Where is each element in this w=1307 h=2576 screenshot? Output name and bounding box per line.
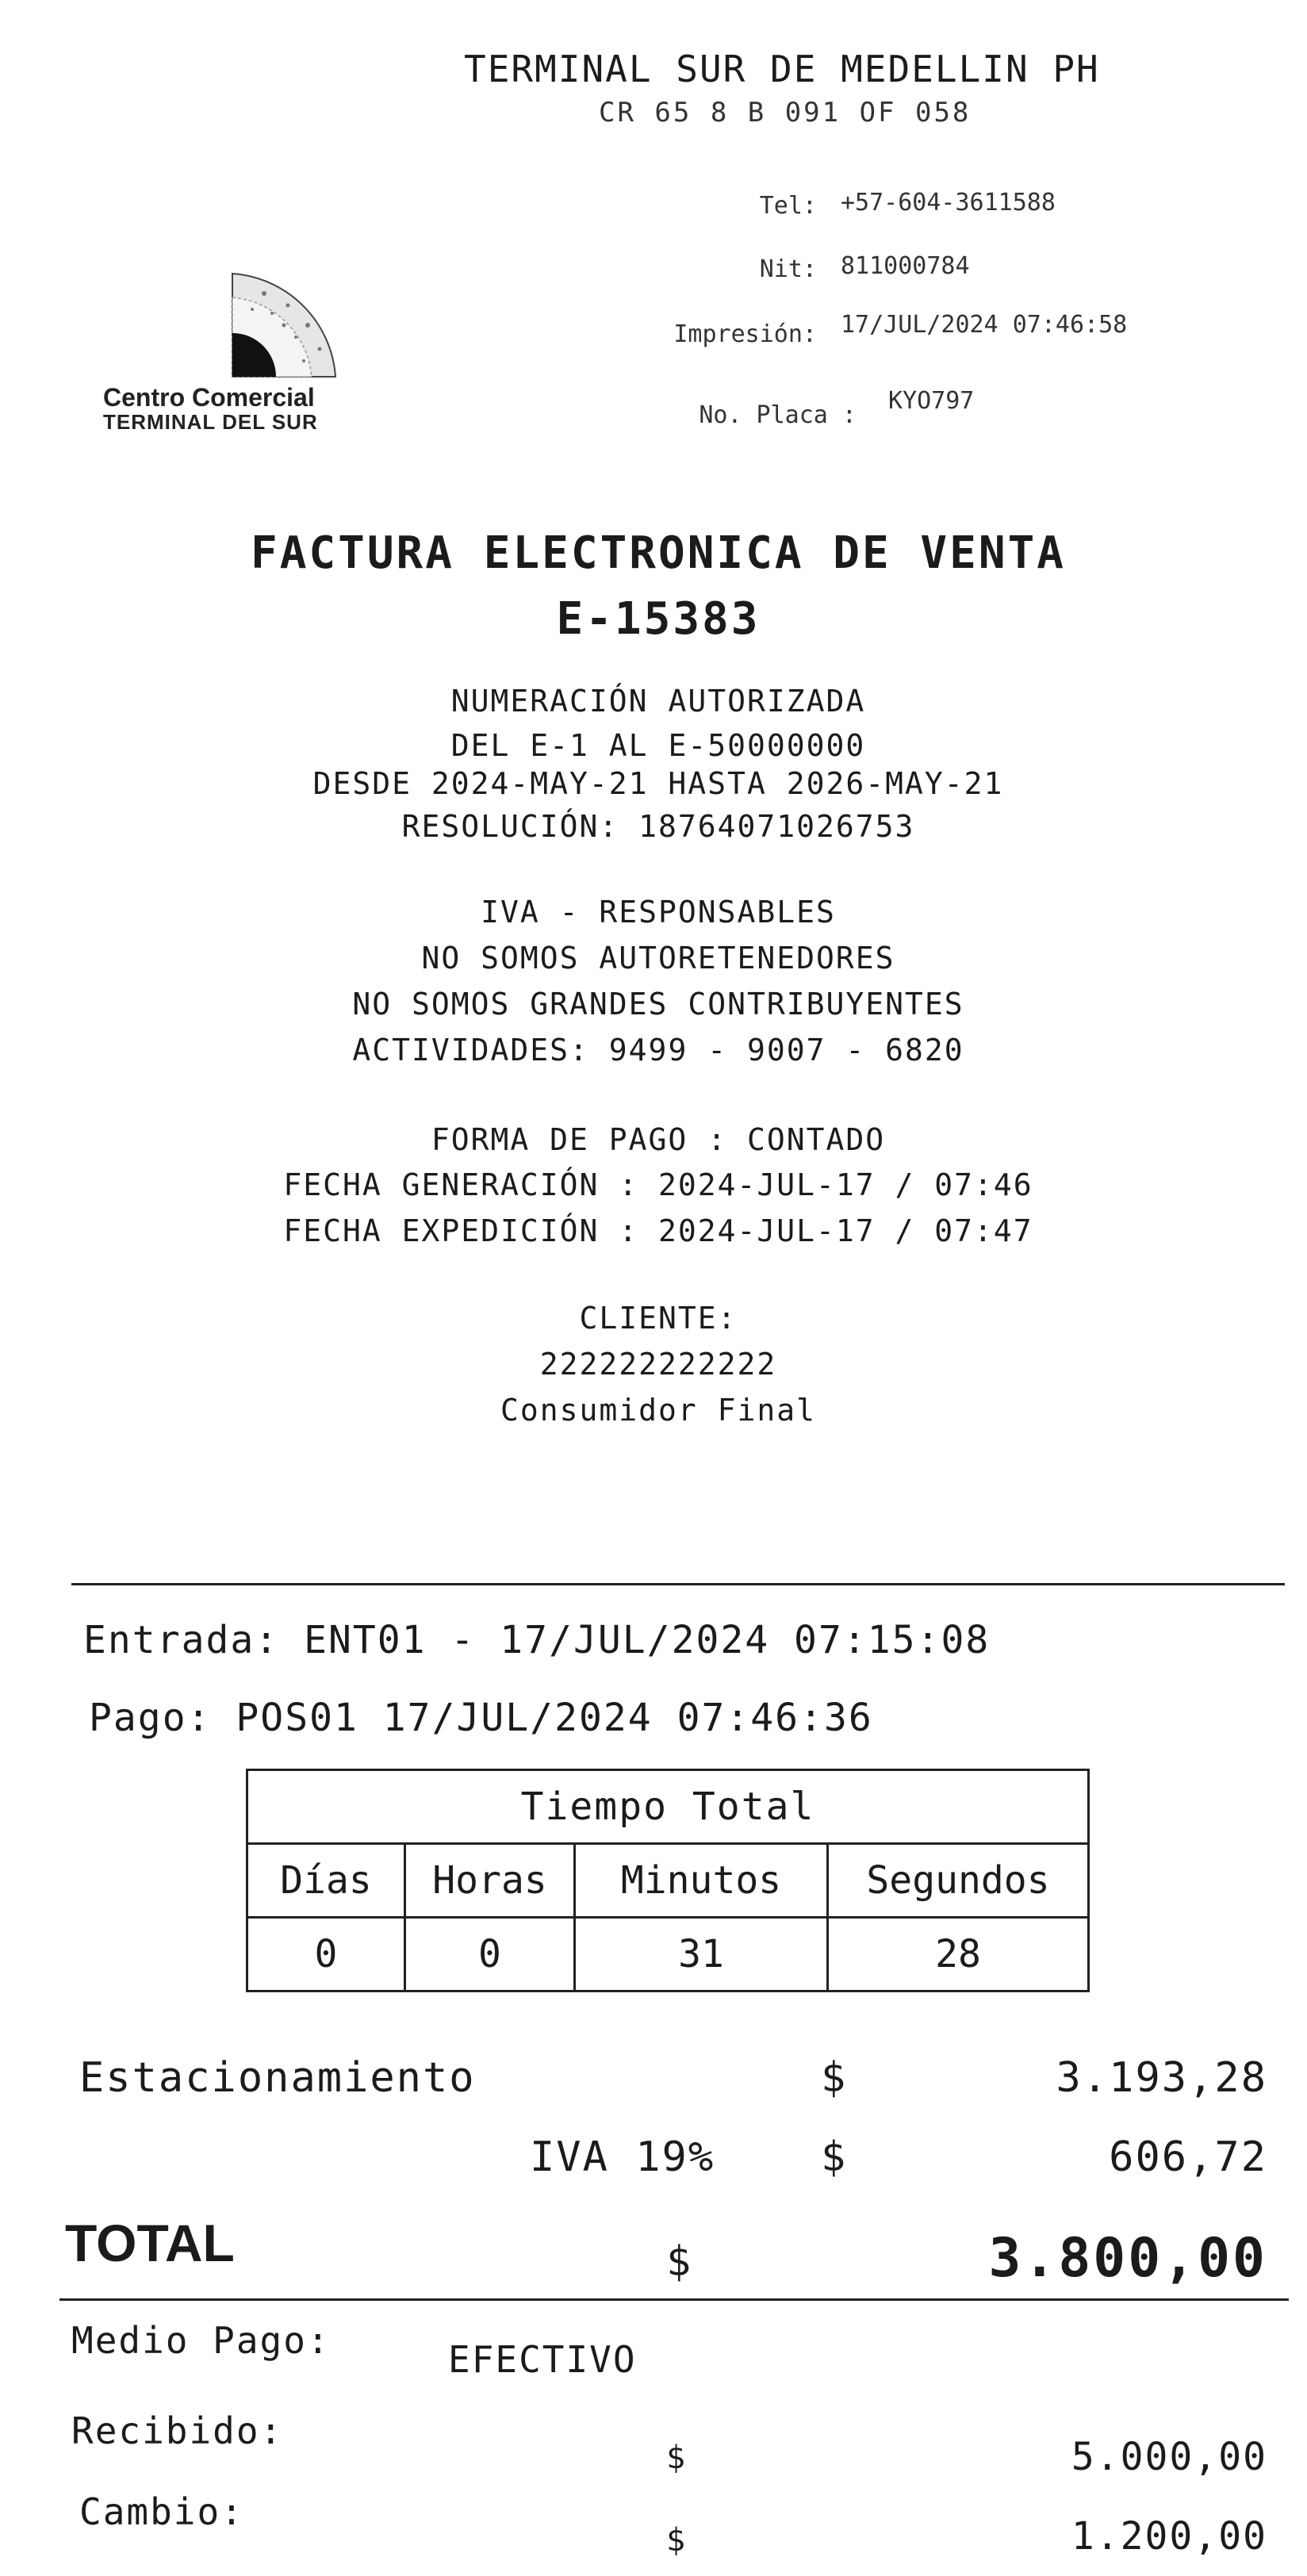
time-table-title: Tiempo Total [247, 1770, 1089, 1844]
printed-value: 17/JUL/2024 07:46:58 [841, 311, 1128, 339]
total-divider [59, 2298, 1289, 2301]
logo-subtitle: TERMINAL DEL SUR [103, 410, 318, 434]
authorized-numbering: NUMERACIÓN AUTORIZADA [450, 684, 866, 719]
numbering-range: DEL E-1 AL E-50000000 [450, 728, 866, 763]
total-currency: $ [666, 2238, 693, 2286]
received-amount: 5.000,00 [1071, 2435, 1267, 2479]
tel-label: Tel: [759, 192, 817, 220]
invoice-title: FACTURA ELECTRONICA DE VENTA [250, 527, 1066, 579]
total-label: TOTAL [65, 2214, 235, 2272]
resolution: RESOLUCIÓN: 18764071026753 [401, 809, 915, 844]
iva-amount: 606,72 [1109, 2133, 1267, 2181]
days-header: Días [247, 1844, 405, 1918]
generation-date: FECHA GENERACIÓN : 2024-JUL-17 / 07:46 [283, 1167, 1033, 1202]
divider [71, 1583, 1285, 1585]
logo [94, 266, 363, 456]
printed-label: Impresión: [673, 320, 817, 348]
autoretenedores: NO SOMOS AUTORETENEDORES [421, 941, 895, 976]
total-amount: 3.800,00 [988, 2227, 1267, 2290]
customer-id: 222222222222 [539, 1347, 777, 1382]
time-table [246, 1769, 1090, 1992]
change-amount: 1.200,00 [1071, 2514, 1267, 2559]
hours-value: 0 [405, 1918, 575, 1991]
activities: ACTIVIDADES: 9499 - 9007 - 6820 [352, 1033, 964, 1068]
plate-value: KYO797 [888, 387, 975, 415]
payment-form: FORMA DE PAGO : CONTADO [431, 1122, 886, 1157]
iva-status: IVA - RESPONSABLES [481, 895, 836, 930]
tel-value: +57-604-3611588 [841, 189, 1056, 217]
received-label: Recibido: [71, 2409, 284, 2452]
issue-date: FECHA EXPEDICIÓN : 2024-JUL-17 / 07:47 [283, 1213, 1033, 1248]
nit-label: Nit: [759, 255, 817, 283]
numbering-validity: DESDE 2024-MAY-21 HASTA 2026-MAY-21 [312, 766, 1004, 801]
seconds-header: Segundos [828, 1844, 1089, 1918]
seconds-value: 28 [828, 1918, 1089, 1991]
service-label: Estacionamiento [79, 2054, 476, 2102]
payment-method: EFECTIVO [448, 2338, 637, 2381]
entry-line: Entrada: ENT01 - 17/JUL/2024 07:15:08 [83, 1618, 991, 1662]
service-currency: $ [821, 2054, 848, 2102]
invoice-number: E-15383 [556, 593, 761, 645]
company-address: CR 65 8 B 091 OF 058 [599, 97, 972, 128]
customer-label: CLIENTE: [579, 1301, 738, 1336]
company-name: TERMINAL SUR DE MEDELLIN PH [464, 48, 1100, 90]
contribuyentes: NO SOMOS GRANDES CONTRIBUYENTES [352, 987, 964, 1022]
logo-mark-icon [224, 266, 343, 393]
hours-header: Horas [405, 1844, 575, 1918]
days-value: 0 [247, 1918, 405, 1991]
payment-method-label: Medio Pago: [71, 2319, 331, 2362]
change-label: Cambio: [79, 2490, 244, 2533]
plate-label: No. Placa : [699, 401, 857, 429]
payment-line: Pago: POS01 17/JUL/2024 07:46:36 [89, 1696, 873, 1740]
nit-value: 811000784 [841, 252, 970, 280]
minutes-value: 31 [575, 1918, 828, 1991]
customer-name: Consumidor Final [500, 1393, 817, 1428]
iva-label: IVA 19% [530, 2133, 715, 2181]
service-amount: 3.193,28 [1056, 2054, 1267, 2102]
minutes-header: Minutos [575, 1844, 828, 1918]
received-currency: $ [666, 2440, 688, 2476]
iva-currency: $ [821, 2133, 848, 2181]
change-currency: $ [666, 2522, 688, 2559]
logo-name: Centro Comercial [103, 383, 315, 412]
